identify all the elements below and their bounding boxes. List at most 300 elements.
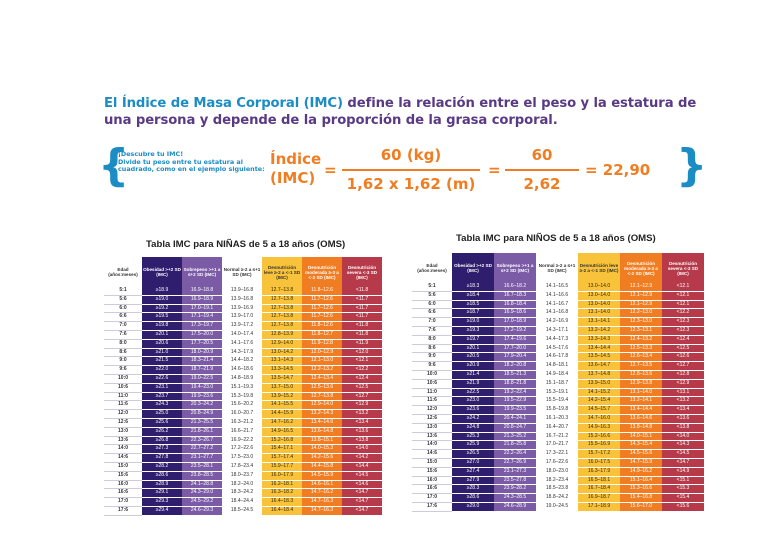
bmi-cell: 15.4–17.1 <box>262 445 302 454</box>
age-cell: 8:0 <box>412 335 452 344</box>
bmi-cell: 18.3–21.4 <box>182 357 222 366</box>
age-cell: 12:0 <box>412 406 452 415</box>
boys-header-cell: Desnutrición severa <-3 SD (IMC) <box>662 253 704 283</box>
table-row <box>104 436 382 445</box>
bmi-cell: <12.3 <box>662 318 704 327</box>
bmi-cell: ≥28.9 <box>142 480 182 489</box>
bmi-cell: ≥22.5 <box>452 388 494 397</box>
bmi-cell: 16.7–18.4 <box>578 485 620 494</box>
age-cell: 16:6 <box>412 485 452 494</box>
bmi-cell: 13.6–14.7 <box>578 362 620 371</box>
age-cell: 10:0 <box>104 374 142 383</box>
bmi-cell: 13.2–14.2 <box>578 326 620 335</box>
age-cell: 14:0 <box>104 445 142 454</box>
bmi-cell: 14.9–16.3 <box>578 423 620 432</box>
boys-header-cell: Normal ≥-2 a ≤+1 SD (IMC) <box>536 253 578 283</box>
bmi-cell: ≥19.7 <box>452 335 494 344</box>
bmi-cell: 15.4–16.8 <box>620 494 662 503</box>
bmi-cell: <11.8 <box>342 322 382 331</box>
bmi-cell: 20.8–24.7 <box>494 423 536 432</box>
girls-header-cell: Desnutrición leve ≥-2 a <-1 SD (IMC) <box>262 257 302 287</box>
bmi-cell: 17.6–22.6 <box>536 458 578 467</box>
bmi-cell: 13.2–14.3 <box>302 410 342 419</box>
table-row <box>104 392 382 401</box>
tip-line2: Divide tu peso entre tu estatura al cuadrado, como en el ejemplo siguiente: <box>118 157 265 174</box>
bmi-cell: 14.8–18.1 <box>536 362 578 371</box>
bmi-cell: <12.5 <box>662 344 704 353</box>
bmi-cell: <13.6 <box>342 427 382 436</box>
bmi-cell: 16.5–18.1 <box>578 476 620 485</box>
bmi-cell: ≥23.0 <box>452 397 494 406</box>
bmi-cell: 12.5–13.3 <box>620 344 662 353</box>
bmi-cell: <11.8 <box>342 330 382 339</box>
bmi-cell: 12.2–13.2 <box>302 366 342 375</box>
table-row <box>104 304 382 313</box>
bmi-cell: 12.2–13.0 <box>620 309 662 318</box>
bmi-cell: 22.3–26.7 <box>182 436 222 445</box>
bmi-cell: 14.2–16.9 <box>536 318 578 327</box>
bmi-cell: 14.7–16.3 <box>302 506 342 515</box>
bmi-cell: ≥29.4 <box>142 506 182 515</box>
bmi-cell: 16.4–18.3 <box>262 498 302 507</box>
boys-table-title: Tabla IMC para NIÑOS de 5 a 18 años (OMS) <box>456 233 656 244</box>
bmi-cell: 24.1–28.8 <box>182 480 222 489</box>
boys-header-cell: Obesidad >+2 SD (IMC) <box>452 253 494 283</box>
bmi-cell: 16.4–20.7 <box>536 423 578 432</box>
table-row <box>412 441 704 450</box>
age-cell: 6:0 <box>412 300 452 309</box>
bmi-cell: ≥24.2 <box>452 414 494 423</box>
bmi-cell: ≥27.3 <box>142 445 182 454</box>
bmi-cell: ≥27.0 <box>452 458 494 467</box>
bmi-cell: 13.1–14.0 <box>620 388 662 397</box>
bmi-cell: 19.9–23.5 <box>494 406 536 415</box>
bmi-cell: 14.0–15.3 <box>302 445 342 454</box>
bmi-cell: 15.2–16.6 <box>578 432 620 441</box>
bmi-cell: 18.0–23.7 <box>222 471 262 480</box>
bmi-cell: 16.7–21.2 <box>536 432 578 441</box>
bmi-cell: <14.2 <box>342 454 382 463</box>
age-cell: 12:0 <box>104 410 142 419</box>
bmi-cell: 14.7–16.3 <box>302 498 342 507</box>
bmi-cell: 16.3–18.2 <box>262 489 302 498</box>
bmi-cell: 12.1–12.9 <box>620 291 662 300</box>
table-row <box>412 283 704 291</box>
bmi-cell: ≥22.6 <box>142 374 182 383</box>
bmi-cell: 14.8–18.9 <box>222 374 262 383</box>
bmi-cell: <12.9 <box>342 401 382 410</box>
age-cell: 15:6 <box>104 471 142 480</box>
bmi-cell: <12.4 <box>662 335 704 344</box>
bmi-cell: ≥19.0 <box>452 318 494 327</box>
bmi-cell: 12.7–13.8 <box>262 295 302 304</box>
bmi-cell: 15.1–18.7 <box>536 379 578 388</box>
bmi-cell: ≥25.3 <box>452 432 494 441</box>
bmi-cell: 12.3–13.0 <box>620 318 662 327</box>
bmi-cell: 13.7–15.0 <box>262 383 302 392</box>
bmi-cell: <14.9 <box>662 467 704 476</box>
bmi-cell: 23.5–28.1 <box>182 462 222 471</box>
table-row <box>412 397 704 406</box>
bmi-cell: 15.6–20.2 <box>222 401 262 410</box>
bmi-cell: 15.7–17.4 <box>262 454 302 463</box>
table-row <box>104 489 382 498</box>
girls-header-cell: Sobrepeso >+1 a ≤+2 SD (IMC) <box>182 257 222 287</box>
bmi-cell: ≥24.3 <box>142 401 182 410</box>
bmi-cell: <14.7 <box>342 498 382 507</box>
bmi-cell: <12.6 <box>662 353 704 362</box>
bmi-cell: 18.8–24.2 <box>536 494 578 503</box>
table-row <box>104 401 382 410</box>
age-cell: 6:0 <box>104 304 142 313</box>
bmi-cell: <12.1 <box>662 283 704 291</box>
bmi-cell: <14.5 <box>662 450 704 459</box>
intro-highlight: El Índice de Masa Corporal (IMC) <box>104 96 343 111</box>
bmi-cell: <12.2 <box>662 309 704 318</box>
fraction-line-1 <box>342 169 480 171</box>
bmi-cell: 17.2–22.6 <box>222 445 262 454</box>
bmi-cell: 24.6–29.3 <box>182 506 222 515</box>
bmi-cell: 15.2–16.8 <box>262 436 302 445</box>
bmi-cell: 14.1–17.6 <box>222 339 262 348</box>
age-cell: 11:0 <box>104 392 142 401</box>
age-cell: 17:0 <box>104 498 142 507</box>
age-cell: 14:0 <box>412 441 452 450</box>
boys-header-cell: Desnutrición leve ≥-2 a <-1 SD (IMC) <box>578 253 620 283</box>
intro-paragraph <box>104 95 704 129</box>
table-row <box>104 427 382 436</box>
girls-header-cell: Normal ≥-2 a ≤+1 SD (IMC) <box>222 257 262 287</box>
age-cell: 9:6 <box>104 366 142 375</box>
table-row <box>104 462 382 471</box>
bmi-cell: ≥27.9 <box>452 476 494 485</box>
bmi-cell: <14.0 <box>342 445 382 454</box>
bmi-cell: 16.8–18.4 <box>494 300 536 309</box>
bmi-cell: 15.1–19.3 <box>222 383 262 392</box>
age-cell: 11:6 <box>104 401 142 410</box>
formula-equals-1: = <box>324 161 337 179</box>
bmi-cell: ≥28.6 <box>452 494 494 503</box>
bmi-cell: 16.9–18.8 <box>182 287 222 295</box>
bmi-cell: 12.9–14.0 <box>302 401 342 410</box>
table-row <box>104 322 382 331</box>
bmi-cell: ≥25.0 <box>142 410 182 419</box>
age-cell: 13:0 <box>104 427 142 436</box>
bmi-cell: 16.3–17.9 <box>578 467 620 476</box>
bmi-cell: <13.2 <box>662 397 704 406</box>
age-cell: 14:6 <box>412 450 452 459</box>
bmi-cell: 13.7–14.8 <box>578 370 620 379</box>
bmi-cell: 14.1–15.2 <box>578 388 620 397</box>
bmi-cell: 16.9–18.7 <box>578 494 620 503</box>
bmi-cell: ≥29.3 <box>142 498 182 507</box>
bmi-cell: ≥19.5 <box>142 313 182 322</box>
bmi-cell: <11.7 <box>342 295 382 304</box>
tip-line1: ¡Descubre tu IMC! <box>118 150 184 158</box>
bmi-cell: 16.4–18.4 <box>262 506 302 515</box>
table-row <box>412 309 704 318</box>
bmi-cell: <13.8 <box>342 436 382 445</box>
bmi-cell: 21.8–26.1 <box>182 427 222 436</box>
table-row <box>104 330 382 339</box>
table-row <box>412 335 704 344</box>
boys-bmi-table <box>412 253 704 512</box>
tip-text <box>118 151 268 174</box>
table-row <box>412 432 704 441</box>
table-row <box>104 498 382 507</box>
bmi-cell: 18.2–24.0 <box>222 480 262 489</box>
bmi-cell: ≥18.3 <box>452 283 494 291</box>
bmi-cell: <15.3 <box>662 485 704 494</box>
bmi-cell: 14.1–16.7 <box>536 300 578 309</box>
table-row <box>412 502 704 511</box>
bmi-cell: ≥19.0 <box>142 295 182 304</box>
table-row <box>412 450 704 459</box>
bmi-cell: 16.0–17.9 <box>262 471 302 480</box>
bmi-cell: ≥19.8 <box>142 322 182 331</box>
bmi-cell: 13.0–14.2 <box>262 348 302 357</box>
age-cell: 9:0 <box>412 353 452 362</box>
age-cell: 7:6 <box>412 326 452 335</box>
girls-header-cell: Desnutrición severa <-3 SD (IMC) <box>342 257 382 287</box>
bmi-cell: ≥29.0 <box>452 502 494 511</box>
bmi-cell: 13.5–14.5 <box>578 353 620 362</box>
age-cell: 13:6 <box>412 432 452 441</box>
formula-denominator-1: 1,62 x 1,62 (m) <box>346 175 476 193</box>
bmi-cell: <13.1 <box>662 388 704 397</box>
bmi-cell: <12.1 <box>662 291 704 300</box>
table-row <box>412 344 704 353</box>
table-row <box>412 388 704 397</box>
bmi-cell: ≥26.5 <box>452 450 494 459</box>
age-cell: 10:6 <box>104 383 142 392</box>
bmi-cell: 13.1–14.3 <box>262 357 302 366</box>
bmi-cell: 18.4–24.4 <box>222 498 262 507</box>
formula-label-line1: Índice <box>270 150 322 168</box>
age-cell: 17:6 <box>104 506 142 515</box>
bmi-cell: <11.8 <box>342 287 382 295</box>
bmi-cell: 17.1–18.9 <box>578 502 620 511</box>
bmi-cell: ≥24.8 <box>452 423 494 432</box>
bmi-cell: 18.2–20.8 <box>494 362 536 371</box>
bmi-cell: 16.0–20.7 <box>222 410 262 419</box>
bmi-cell: 14.4–17.3 <box>536 335 578 344</box>
girls-header-cell: Desnutrición moderada ≥-3 a <-2 SD (IMC) <box>302 257 342 287</box>
bmi-cell: 12.7–13.8 <box>302 392 342 401</box>
bmi-cell: ≥26.2 <box>142 427 182 436</box>
bmi-cell: 16.6–18.2 <box>494 283 536 291</box>
bmi-cell: 13.9–16.8 <box>222 295 262 304</box>
bmi-cell: 13.0–14.0 <box>578 283 620 291</box>
bmi-cell: 16.0–17.5 <box>578 458 620 467</box>
table-row <box>412 406 704 415</box>
bmi-cell: 17.7–20.5 <box>182 339 222 348</box>
bmi-cell: ≥18.5 <box>452 300 494 309</box>
bmi-cell: 13.3–14.5 <box>262 366 302 375</box>
bmi-cell: 14.9–16.5 <box>262 427 302 436</box>
bmi-cell: 14.6–18.6 <box>222 366 262 375</box>
bmi-cell: 14.0–17.4 <box>222 330 262 339</box>
bmi-cell: 14.3–15.4 <box>620 441 662 450</box>
bmi-cell: 15.5–16.9 <box>578 441 620 450</box>
bmi-cell: 13.0–14.0 <box>578 291 620 300</box>
bmi-cell: 14.6–16.1 <box>302 480 342 489</box>
bmi-cell: 12.8–13.9 <box>262 330 302 339</box>
age-cell: 9:6 <box>412 362 452 371</box>
boys-header-row <box>412 253 704 283</box>
bmi-cell: 13.6–14.6 <box>620 414 662 423</box>
table-row <box>104 480 382 489</box>
bmi-cell: 19.0–22.5 <box>182 374 222 383</box>
bmi-cell: ≥21.9 <box>452 379 494 388</box>
bmi-cell: 12.9–13.8 <box>620 379 662 388</box>
age-cell: 14:6 <box>104 454 142 463</box>
bmi-cell: 13.4–14.6 <box>302 418 342 427</box>
bmi-cell: 23.1–27.7 <box>182 454 222 463</box>
bmi-cell: <14.3 <box>662 441 704 450</box>
bmi-cell: 15.9–17.7 <box>262 462 302 471</box>
bmi-cell: 11.9–12.8 <box>302 339 342 348</box>
bmi-cell: <12.5 <box>342 383 382 392</box>
girls-header-row <box>104 257 382 287</box>
bmi-cell: <14.6 <box>342 480 382 489</box>
bmi-cell: 17.0–18.9 <box>494 318 536 327</box>
age-cell: 10:6 <box>412 379 452 388</box>
bmi-cell: 12.7–13.8 <box>262 287 302 295</box>
bmi-cell: 20.8–24.9 <box>182 410 222 419</box>
bmi-cell: 14.7–16.2 <box>262 418 302 427</box>
bmi-cell: 18.0–20.9 <box>182 348 222 357</box>
bmi-cell: ≥23.6 <box>452 406 494 415</box>
bmi-cell: <12.7 <box>342 392 382 401</box>
bmi-cell: ≥21.5 <box>142 357 182 366</box>
bmi-cell: ≥21.4 <box>452 370 494 379</box>
age-cell: 16:0 <box>412 476 452 485</box>
bmi-cell: 17.1–19.4 <box>182 313 222 322</box>
bmi-cell: <11.7 <box>342 304 382 313</box>
boys-header-cell: Desnutrición moderada ≥-3 a <-2 SD (IMC) <box>620 253 662 283</box>
bmi-cell: 13.9–16.9 <box>222 304 262 313</box>
bmi-cell: ≥20.5 <box>452 353 494 362</box>
bmi-cell: 18.5–23.8 <box>536 485 578 494</box>
bmi-cell: 22.7–26.9 <box>494 458 536 467</box>
bmi-cell: 20.3–24.2 <box>182 401 222 410</box>
bmi-cell: 13.9–17.2 <box>222 322 262 331</box>
bmi-cell: 23.9–28.2 <box>494 485 536 494</box>
bmi-cell: 18.5–24.5 <box>222 506 262 515</box>
age-cell: 6:6 <box>412 309 452 318</box>
bmi-cell: 13.1–14.0 <box>578 309 620 318</box>
age-cell: 5:6 <box>412 291 452 300</box>
table-row <box>104 471 382 480</box>
bmi-cell: 12.0–12.9 <box>302 348 342 357</box>
bmi-cell: 12.1–12.9 <box>620 300 662 309</box>
bmi-cell: 12.5–13.6 <box>302 383 342 392</box>
age-cell: 17:6 <box>412 502 452 511</box>
table-row <box>104 295 382 304</box>
bmi-cell: <15.6 <box>662 502 704 511</box>
bmi-cell: 13.1–14.1 <box>578 318 620 327</box>
formula-label-line2: (IMC) <box>270 169 316 187</box>
bmi-cell: 17.0–19.1 <box>182 304 222 313</box>
bmi-cell: <11.9 <box>342 339 382 348</box>
bmi-cell: ≥25.9 <box>452 441 494 450</box>
bmi-cell: 15.3–19.8 <box>222 392 262 401</box>
table-row <box>104 410 382 419</box>
table-row <box>412 494 704 503</box>
bmi-cell: <12.2 <box>342 366 382 375</box>
bmi-cell: 14.3–17.9 <box>222 348 262 357</box>
bmi-cell: 14.5–17.6 <box>536 344 578 353</box>
bmi-cell: 17.0–21.7 <box>536 441 578 450</box>
bmi-cell: 14.7–15.9 <box>620 458 662 467</box>
bmi-cell: 21.8–25.8 <box>494 441 536 450</box>
bmi-cell: 13.9–15.0 <box>578 379 620 388</box>
bmi-cell: 21.3–25.2 <box>494 432 536 441</box>
bmi-cell: ≥23.7 <box>142 392 182 401</box>
bmi-cell: 12.1–12.9 <box>620 283 662 291</box>
table-row <box>104 348 382 357</box>
bmi-cell: 17.8–23.4 <box>222 462 262 471</box>
formula-denominator-2: 2,62 <box>523 175 561 193</box>
age-cell: 13:6 <box>104 436 142 445</box>
bmi-cell: 14.7–16.0 <box>578 414 620 423</box>
bmi-cell: <15.1 <box>662 476 704 485</box>
age-cell: 12:6 <box>104 418 142 427</box>
bmi-cell: 11.7–12.6 <box>302 295 342 304</box>
bmi-cell: ≥20.6 <box>142 339 182 348</box>
bmi-cell: 11.7–12.6 <box>302 313 342 322</box>
age-cell: 13:0 <box>412 423 452 432</box>
bmi-cell: 13.4–14.4 <box>620 406 662 415</box>
age-cell: 11:6 <box>412 397 452 406</box>
bmi-cell: 11.8–12.7 <box>302 330 342 339</box>
bmi-cell: 12.8–13.6 <box>620 370 662 379</box>
age-cell: 10:0 <box>412 370 452 379</box>
bmi-cell: ≥23.1 <box>142 383 182 392</box>
bmi-cell: 13.0–14.0 <box>578 300 620 309</box>
table-row <box>412 291 704 300</box>
bmi-cell: 23.1–27.3 <box>494 467 536 476</box>
bmi-cell: 19.0–24.5 <box>536 502 578 511</box>
bmi-cell: ≥18.7 <box>452 309 494 318</box>
formula-equals-2: = <box>488 161 501 179</box>
bmi-cell: 16.6–21.7 <box>222 427 262 436</box>
bmi-cell: ≥26.8 <box>142 436 182 445</box>
bmi-cell: 19.2–22.4 <box>494 388 536 397</box>
bmi-cell: ≥25.6 <box>142 418 182 427</box>
girls-header-cell: Edad (años:meses) <box>104 257 142 287</box>
age-cell: 7:0 <box>104 322 142 331</box>
bmi-cell: ≥18.9 <box>142 287 182 295</box>
bmi-cell: <14.5 <box>342 471 382 480</box>
bmi-cell: 12.7–13.8 <box>262 313 302 322</box>
bmi-cell: 12.4–13.2 <box>620 335 662 344</box>
bmi-cell: <12.3 <box>662 326 704 335</box>
bmi-cell: <13.6 <box>662 414 704 423</box>
bmi-cell: ≥28.6 <box>142 471 182 480</box>
bmi-cell: 14.9–18.4 <box>536 370 578 379</box>
table-row <box>104 357 382 366</box>
table-row <box>412 414 704 423</box>
bmi-cell: <12.4 <box>342 374 382 383</box>
bmi-cell: 16.3–21.2 <box>222 418 262 427</box>
table-row <box>104 506 382 515</box>
bmi-cell: ≥18.4 <box>452 291 494 300</box>
bmi-cell: ≥28.2 <box>142 462 182 471</box>
bmi-cell: ≥19.2 <box>142 304 182 313</box>
age-cell: 8:6 <box>412 344 452 353</box>
